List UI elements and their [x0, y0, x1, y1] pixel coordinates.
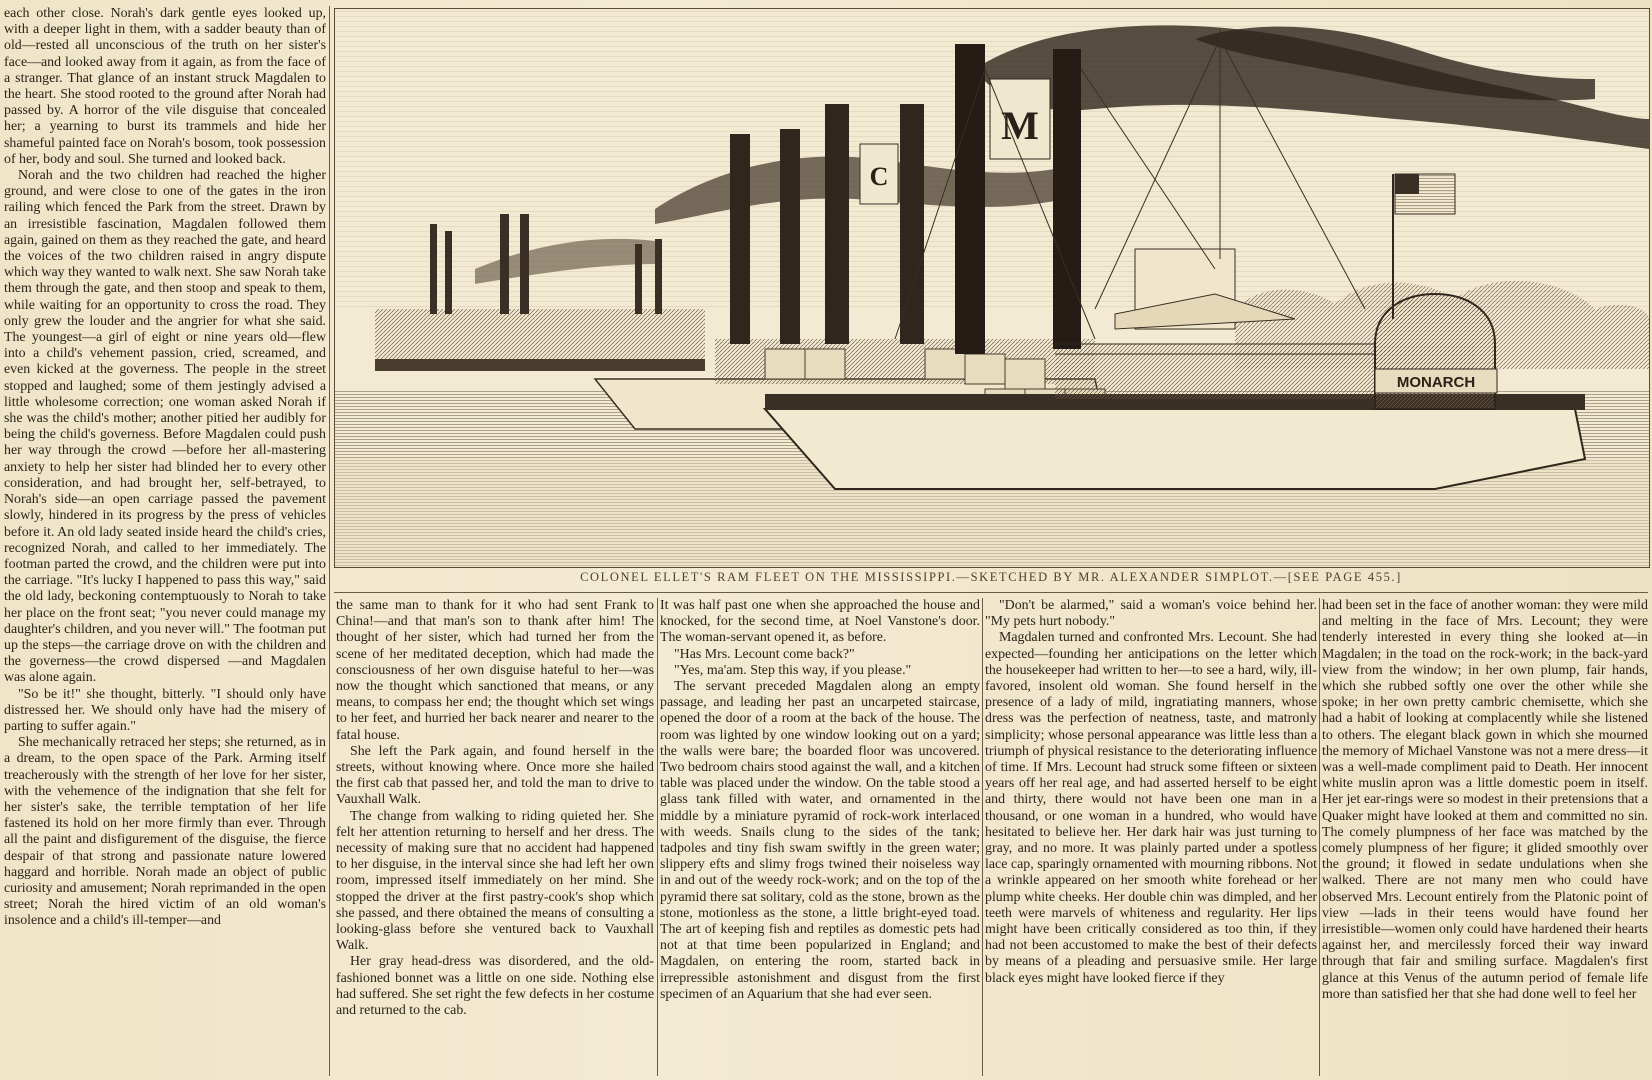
flag-letter-m: M	[1001, 103, 1039, 148]
article-paragraph: had been set in the face of another woman: they were mild and melting in the face of Mrs. Lecount; they were tenderly interested in every thing she looked at—in Magdalen; in the toad on the rock-work; in the back-yard view from the window; in her own plump, fair hands, which she rubbed softly one over the other while she spoke; in her own pretty cambric chemisette, which she had a habit of looking at complacently while she listened to others. The elegant black gown in which she mourned the memory of Michael Vanstone was not a mere dress—it was a well-made compliment paid to Death. Her innocent white muslin apron was a little domestic poem in itself. Her jet ear-rings were so modest in their pretensions that a Quaker might have looked at them and committed no sin. The comely plumpness of her face was matched by the comely plumpness of her figure; it glided smoothly over the ground; it flowed in sedate undulations when she walked. There are not many men who could have observed Mrs. Lecount entirely from the Platonic point of view —lads in their teens would have found her irresistible—women only could have hardened their hearts against her, and mercilessly forced their way inward through that fair and smiling surface. Magdalen's first glance at this Venus of the autumn period of female life more than satisfied her that she had done well to feel her	[1322, 598, 1648, 1002]
article-paragraph: "Has Mrs. Lecount come back?"	[674, 646, 855, 662]
article-paragraph: She mechanically retraced her steps; she returned, as in a dream, to the open space of the Park. Arming itself treacherously with the strength of her love for her sister, with the vehemence of the indignation that she felt for her sister's sake, the terrible temptation of her life fastened its hold on her more firmly than ever. Through all the paint and disfigurement of the disguise, the fierce despair of that strong and passionate nature lowered haggard and horrible. Norah made an object of public curiosity and amusement; Norah reprimanded in the open street; Norah the hired victim of an old woman's insolence and a child's ill-temper—and	[4, 735, 326, 929]
article-paragraph: "Don't be alarmed," said a woman's voice behind her. "My pets hurt nobody."	[985, 598, 1317, 630]
article-paragraph: It was half past one when she approached the house and knocked, for the second time, at Noel Vanstone's door. The woman-servant opened it, as before.	[660, 598, 980, 646]
article-paragraph: The change from walking to riding quieted her. She felt her attention returning to herself and her dress. The necessity of making sure that no accident had happened to her disguise, in the interval since she had left her own room, impressed itself immediately on her mind. She stopped the driver at the first pastry-cook's shop which she passed, and there obtained the means of consulting a looking-glass before she ventured back to Vauxhall Walk.	[336, 808, 654, 954]
article-paragraph: "So be it!" she thought, bitterly. "I should only have distressed her. We should only have had the misery of parting to suffer again."	[4, 686, 326, 734]
article-paragraph: Her gray head-dress was disordered, and the old-fashioned bonnet was a little on one side. Nothing else had suffered. She set right the few defects in her costume and returned to the cab.	[336, 954, 654, 1019]
text-column-2	[336, 598, 654, 1076]
text-column-4	[985, 598, 1317, 1076]
column-rule	[657, 598, 658, 1076]
caption-rule	[334, 592, 1648, 593]
column-rule	[329, 6, 330, 1076]
text-column-1	[4, 6, 326, 1076]
text-column-5	[1322, 598, 1648, 1076]
article-paragraph: each other close. Norah's dark gentle eyes looked up, with a deeper light in them, with a sadder beauty than of old—rested all unconscious of the truth on her sister's face—and looked away from it again, as from the face of a stranger. That glance of an instant struck Magdalen to the heart. She stood rooted to the ground after Norah had passed by. A horror of the vile disguise that concealed her; a yearning to burst its trammels and hide her shameful painted face on Norah's bosom, took possession of her, body and soul. She turned and looked back.	[4, 6, 326, 167]
article-paragraph: Magdalen turned and confronted Mrs. Lecount. She had expected—founding her anticipations on the letter which the housekeeper had written to her—to see a hard, wily, ill-favored, insolent old woman. She found herself in the presence of a lady of mild, ingratiating manners, whose dress was the perfection of neatness, taste, and matronly simplicity; whose personal appearance was little less than a triumph of physical resistance to the deteriorating influence of time. If Mrs. Lecount had struck some fifteen or sixteen years off her real age, and had asserted herself to be eight and thirty, there would not have been one man in a thousand, or one woman in a hundred, who would have hesitated to believe her. Her dark hair was just turning to gray, and no more. It was plainly parted under a spotless lace cap, sparingly ornamented with mourning ribbons. Not a wrinkle appeared on her smooth white forehead or her plump white cheeks. Her double chin was dimpled, and her teeth were marvels of whiteness and regularity. Her lips might have been critically considered as too thin, if they had not been accustomed to make the best of their defects by means of a pleading and persuasive smile. Her large black eyes might have looked fierce if they	[985, 630, 1317, 986]
article-paragraph: "Yes, ma'am. Step this way, if you please."	[674, 662, 912, 678]
article-paragraph: She left the Park again, and found herself in the streets, without knowing where. Once more she hailed the first cab that passed her, and told the man to drive to Vauxhall Walk.	[336, 743, 654, 808]
illustration-caption: COLONEL ELLET'S RAM FLEET ON THE MISSISSIPPI.—SKETCHED BY MR. ALEXANDER SIMPLOT.—[SEE PAGE 455.]	[580, 570, 1402, 584]
column-rule	[1319, 598, 1320, 1076]
ram-fleet-engraving	[334, 8, 1650, 568]
article-paragraph: the same man to thank for it who had sent Frank to China!—and that man's son to thank after him! The thought of her sister, which had turned her from the scene of her meditated deception, which had made the consciousness of her own disguise hateful to her—was now the thought which sanctioned that means, or any means, to compass her end; the thought which set wings to her feet, and hurried her back nearer and nearer to the fatal house.	[336, 598, 654, 743]
hull-name: MONARCH	[1396, 374, 1476, 391]
text-column-3	[660, 598, 980, 1076]
column-rule	[982, 598, 983, 1076]
article-paragraph: The servant preceded Magdalen along an empty passage, and leading her past an uncarpeted staircase, opened the door of a room at the back of the house. The room was lighted by one window looking out on a yard; the walls were bare; the boarded floor was uncovered. Two bedroom chairs stood against the wall, and a kitchen table was placed under the window. On the table stood a glass tank filled with water, and ornamented in the middle by a miniature pyramid of rock-work interlaced with weeds. Snails clung to the sides of the tank; tadpoles and tiny fish swam swiftly in the green water; slippery efts and slimy frogs twined their noiseless way in and out of the weedy rock-work; and on the top of the pyramid there sat solitary, cold as the stone, brown as the stone, motionless as the stone, a little bright-eyed toad. The art of keeping fish and reptiles as domestic pets had not at that time been popularized in England; and Magdalen, on entering the room, started back in irrepressible astonishment and disgust from the first specimen of an Aquarium that she had ever seen.	[660, 679, 980, 1002]
flag-letter-c: C	[869, 162, 889, 191]
article-paragraph: Norah and the two children had reached the higher ground, and were close to one of the gates in the iron railing which fenced the Park from the street. Drawn by an irresistible fascination, Magdalen followed them again, gained on them as they reached the gate, and heard the voices of the two children raised in angry dispute which way they wanted to walk next. She saw Norah take them through the gate, and then stoop and speak to them, while waiting for an opportunity to cross the road. They only grew the louder and the angrier for what she said. The youngest—a girl of eight or nine years old—flew into a child's vehement passion, cried, screamed, and even kicked at the governess. The people in the street stopped and laughed; some of them jestingly advised a little wholesome correction; one woman asked Norah if she was the child's mother; another pitied her audibly for being the child's governess. Before Magdalen could push her way through the crowd —before her all-mastering anxiety to help her sister had blinded her to every other consideration, and had brought her, self-betrayed, to Norah's side—an open carriage passed the pavement slowly, hindered in its progress by the press of vehicles before it. An old lady seated inside heard the child's cries, recognized Norah, and called to her immediately. The footman parted the crowd, and the children were put into the carriage. "It's lucky I happened to pass this way," said the old lady, beckoning contemptuously to Norah to take her place on the front seat; "you never could manage my daughter's children, and you never will." The footman put up the steps—the carriage drove on with the children and the governess—the crowd dispersed —and Magdalen was alone again.	[4, 168, 326, 686]
